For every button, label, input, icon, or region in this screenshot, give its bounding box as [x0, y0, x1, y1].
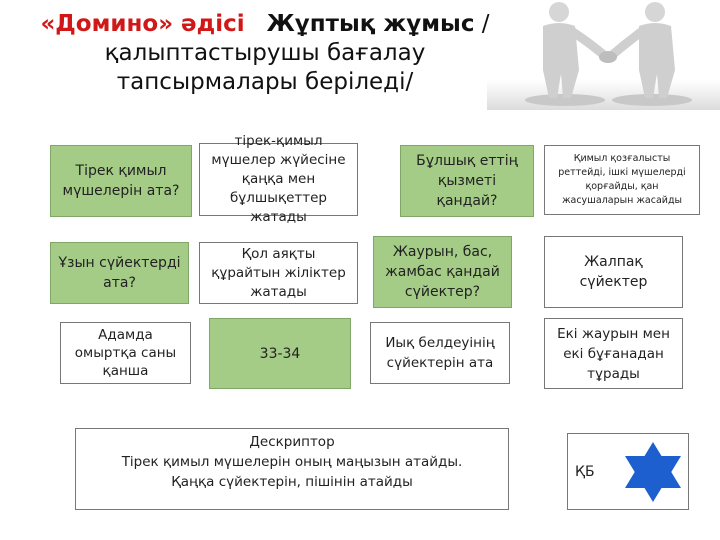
descriptor-box — [75, 428, 509, 510]
descriptor-heading: Дескриптор — [249, 434, 335, 450]
star-icon — [620, 440, 686, 504]
domino-card-10: 33-34 — [209, 318, 351, 389]
title-note: /қалыптастырушы бағалау тапсырмалары беріледі/ — [104, 11, 490, 95]
method-name: «Домино» әдісі — [40, 11, 245, 37]
domino-card-2: тірек-қимыл мүшелер жүйесіне қаңқа мен бұлшықеттер жатады — [199, 143, 358, 216]
domino-card-1: Тірек қимыл мүшелерін ата? — [50, 145, 192, 217]
domino-card-8: Жалпақ сүйектер — [544, 236, 683, 308]
domino-card-5: Ұзын сүйектерді ата? — [50, 242, 189, 304]
domino-card-12: Екі жаурын мен екі бұғанадан тұрады — [544, 318, 683, 389]
domino-card-4: Қимыл қозғалысты реттейді, ішкі мүшелерді қорғайды, қан жасушаларын жасайды — [544, 145, 700, 215]
domino-card-7: Жаурын, бас, жамбас қандай сүйектер? — [373, 236, 512, 308]
domino-card-3: Бұлшық еттің қызметі қандай? — [400, 145, 534, 217]
work-type: Жұптық жұмыс — [266, 11, 475, 37]
descriptor-line-1: Тірек қимыл мүшелерін оның маңызын атайды. — [121, 454, 463, 470]
domino-card-9: Адамда омыртқа саны қанша — [60, 322, 191, 384]
descriptor-line-2: Қаңқа сүйектерін, пішінін атайды — [171, 474, 413, 490]
domino-card-6: Қол аяқты құрайтын жіліктер жатады — [199, 242, 358, 304]
handshake-image — [487, 0, 720, 110]
domino-card-11: Иық белдеуінің сүйектерін ата — [370, 322, 510, 384]
feedback-label: ҚБ — [575, 464, 595, 480]
page-title — [30, 10, 500, 97]
feedback-box — [567, 433, 689, 510]
